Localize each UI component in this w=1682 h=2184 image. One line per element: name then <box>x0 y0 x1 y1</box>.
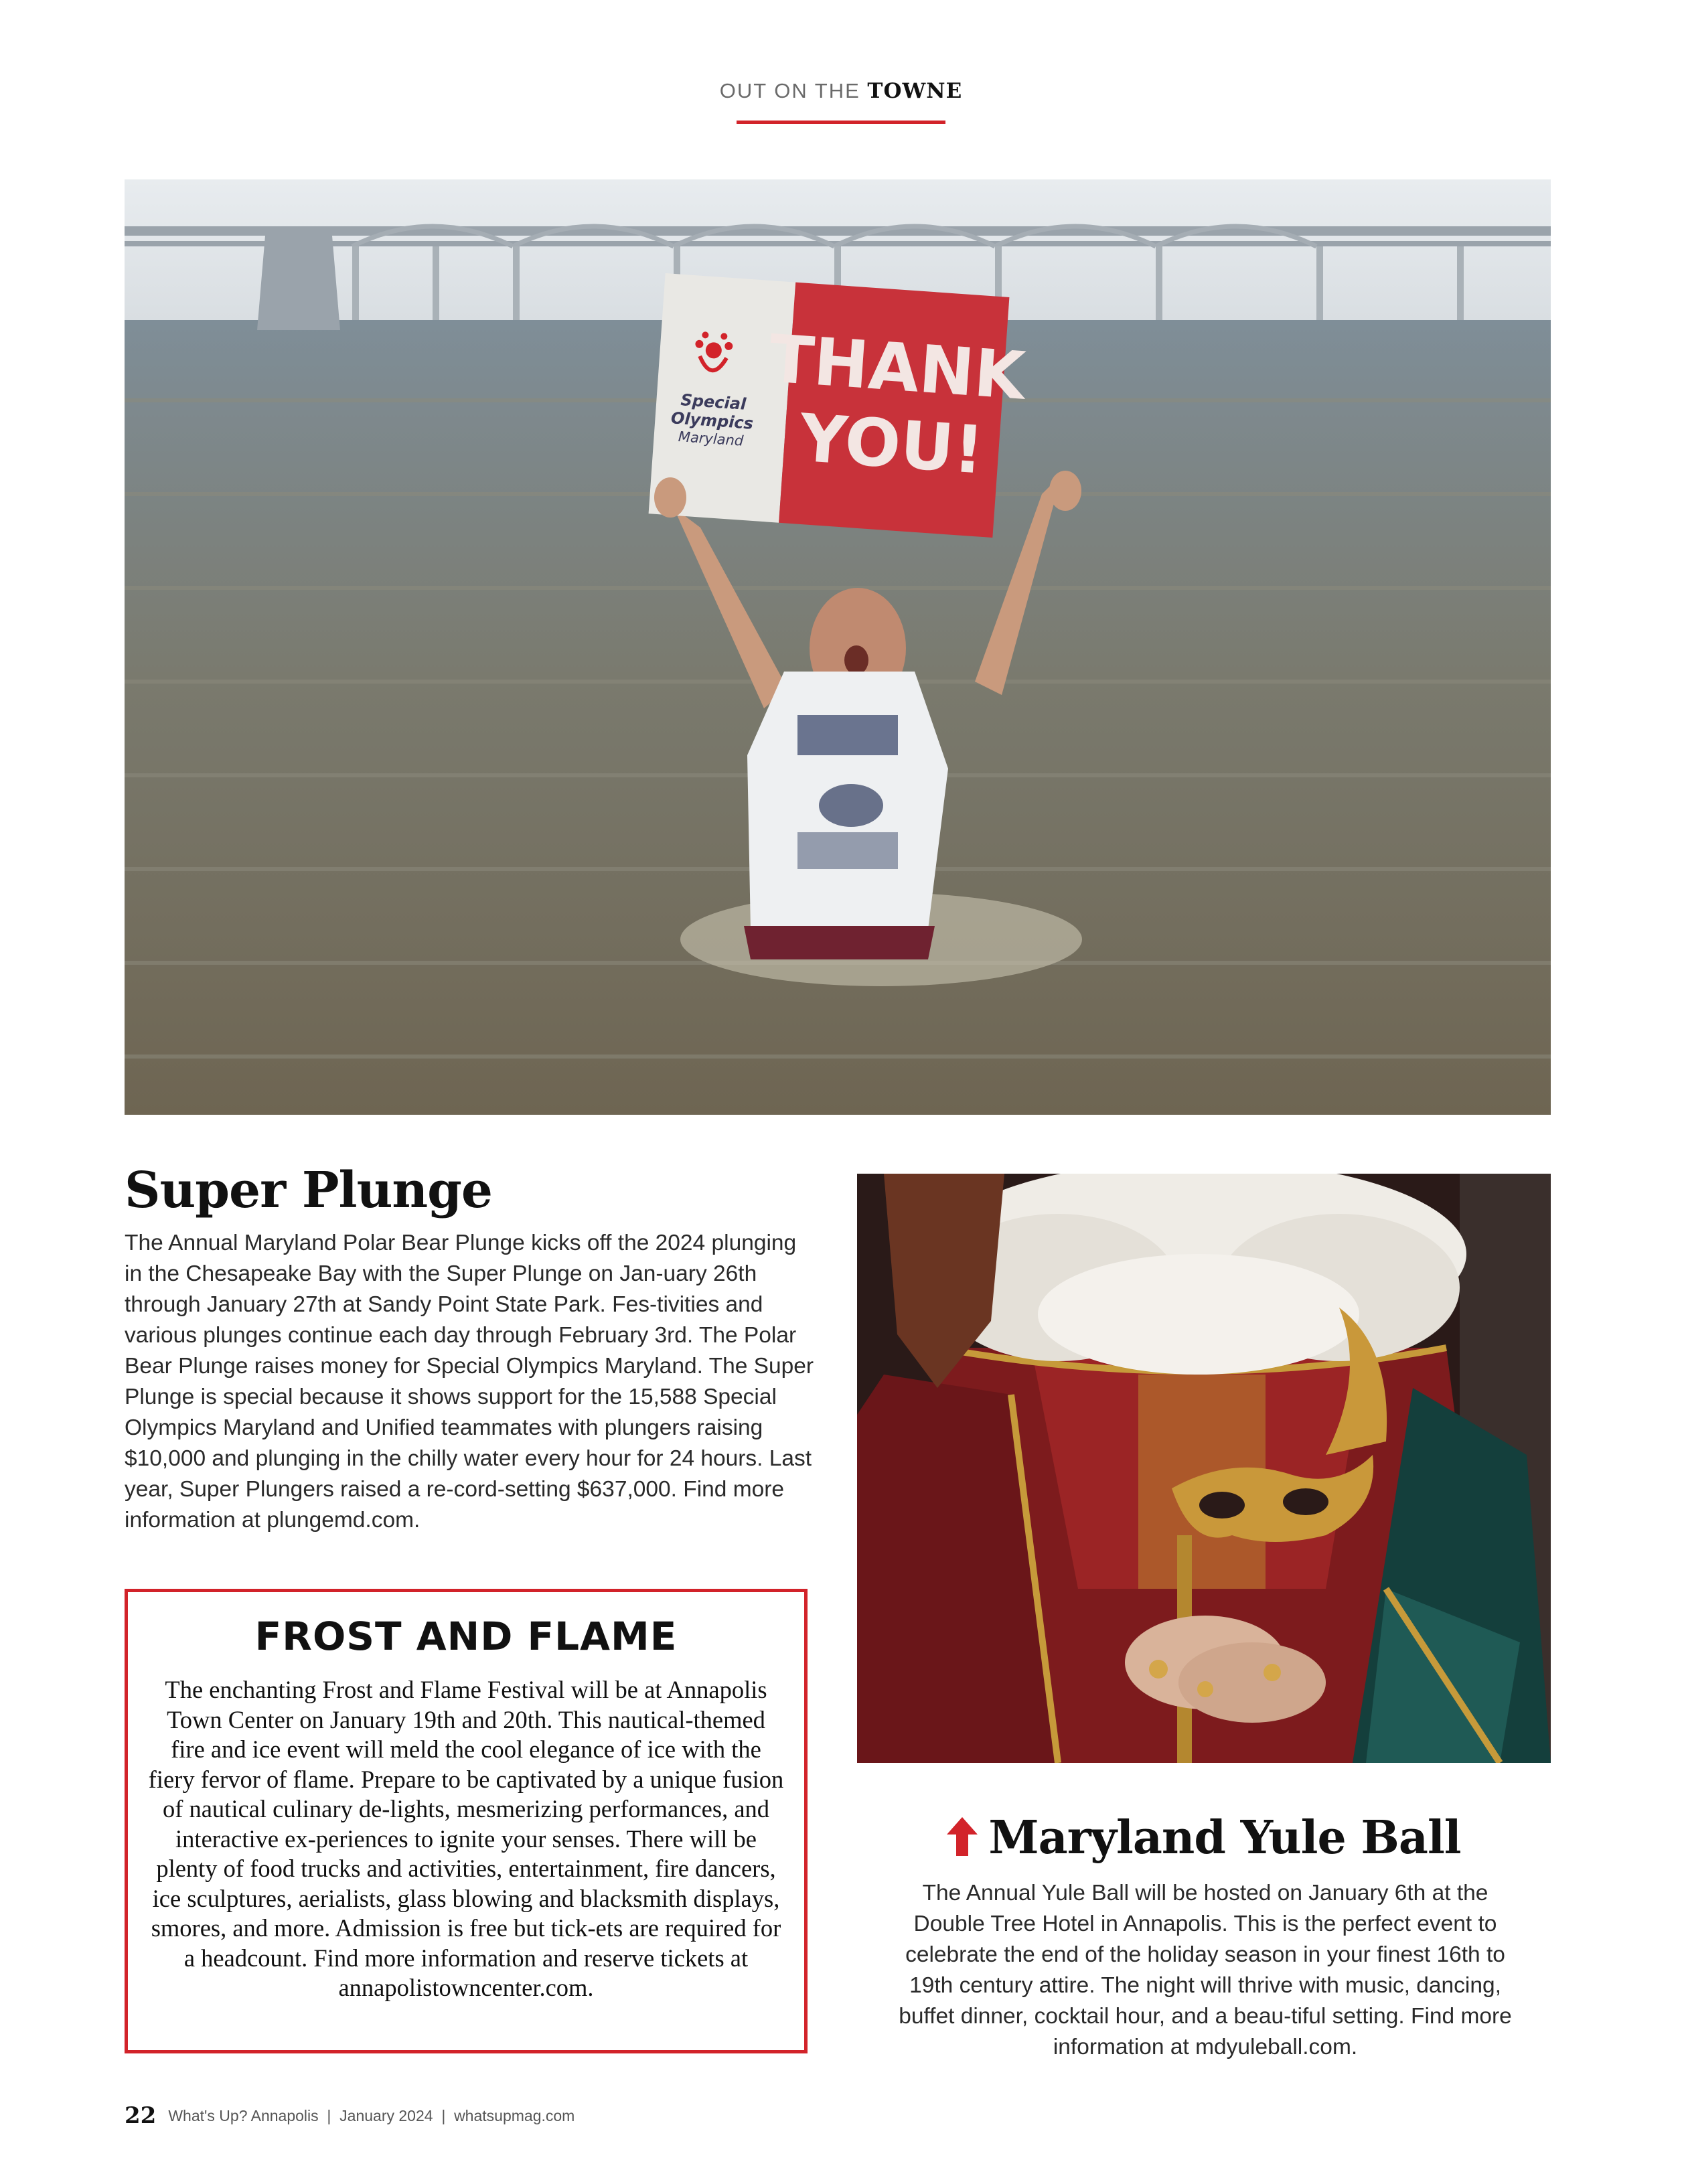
page-number: 22 <box>125 2102 157 2129</box>
sign-right-line-1: THANK <box>766 321 1028 415</box>
page-footer <box>125 2102 575 2129</box>
yule-ball-title: Maryland Yule Ball <box>988 1811 1461 1865</box>
super-plunge-title: Super Plunge <box>125 1162 492 1219</box>
sign-left-line-3: Maryland <box>678 428 745 449</box>
up-arrow-icon <box>947 1817 978 1859</box>
header-rule <box>737 121 945 124</box>
yule-ball-body: The Annual Yule Ball will be hosted on January 6th at the Double Tree Hotel in Annapolis. This is the perfect event to celebrate the end of the holiday season in your finest 16th to 19th century attire. The night will thrive with music, dancing, buffet dinner, cocktail hour, and a beau-tiful setting. Find more information at mdyuleball.com. <box>899 1881 1512 2059</box>
yule-ball-photo <box>857 1174 1551 1763</box>
sign-left-line-2: Olympics <box>670 408 754 433</box>
hero-photo <box>125 179 1551 1115</box>
frost-and-flame-title: FROST AND FLAME <box>254 1614 678 1659</box>
section-header-emphasis: TOWNE <box>867 79 963 103</box>
section-header <box>0 79 1682 103</box>
super-plunge-body: The Annual Maryland Polar Bear Plunge kicks off the 2024 plunging in the Chesapeake Bay with the Super Plunge on Jan-uary 26th through January 27th at Sandy Point State Park. Fes-tivities and various plunges continue each day through February 3rd. The Polar Bear Plunge raises money for Special Olympics Maryland. The Super Plunge is special because it shows support for the 15,588 Special Olympics Maryland and Unified teammates with plungers raising $10,000 and plunging in the chilly water every hour for 24 hours. Last year, Super Plungers raised a re-cord-setting $637,000. Find more information at plungemd.com. <box>125 1231 814 1533</box>
frost-and-flame-body: The enchanting Frost and Flame Festival will be at Annapolis Town Center on January 19th and 20th. This nautical-themed fire and ice event will meld the cool elegance of ice with the fiery fervor of flame. Prepare to be captivated by a unique fusion of nautical culinary de-lights, mesmerizing performances, and interactive ex-periences to ignite your senses. There will be plenty of food trucks and activities, entertainment, fire dancers, ice sculptures, aerialists, glass blowing and blacksmith displays, smores, and more. Admission is free but tick-ets are required for a headcount. Find more information and reserve tickets at annapolistowncenter.com. <box>148 1676 784 2001</box>
section-header-prefix: OUT ON THE <box>719 79 860 102</box>
sign-left-line-1: Special <box>680 390 747 414</box>
sign-right-line-2: YOU! <box>797 400 986 489</box>
yule-ball-heading <box>857 1811 1551 1865</box>
footer-text: What's Up? Annapolis | January 2024 | whatsupmag.com <box>168 2107 575 2124</box>
frost-and-flame-box <box>125 1589 808 2053</box>
